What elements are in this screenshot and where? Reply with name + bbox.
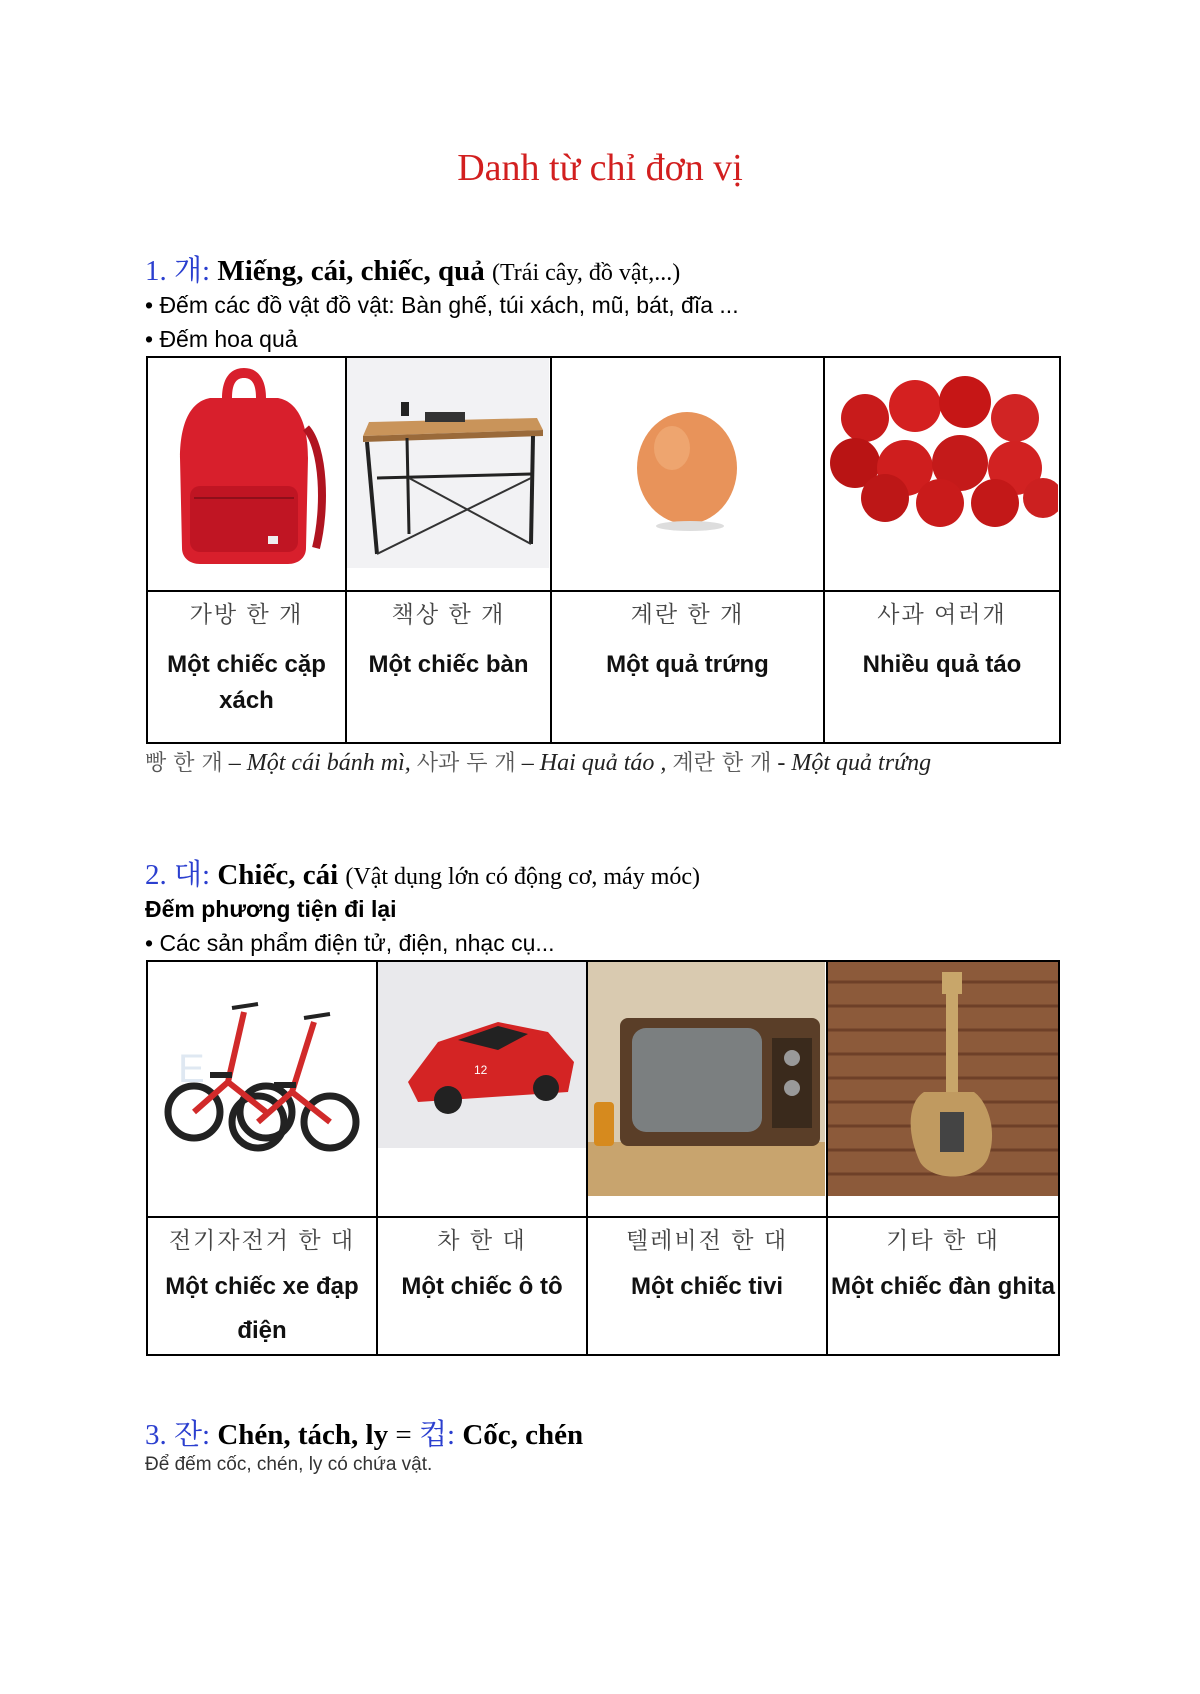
bicycle-vietnamese: Một chiếc xe đạp điện [165,1273,359,1344]
example-vietnamese-3: - Một quả trứng [771,750,932,776]
section-1-bullet-1: • Đếm các đồ vật đồ vật: Bàn ghế, túi xách, mũ, bát, đĩa ... [145,292,739,318]
backpack-korean: 가방 한 개 [189,601,304,627]
guitar-vietnamese: Một chiếc đàn ghita [830,1273,1055,1300]
section-3-meaning-2: Cốc, chén [462,1419,584,1451]
bicycle-image-cell [147,961,377,1217]
car-korean: 차 한 대 [437,1227,527,1253]
tv-image [588,962,825,1196]
section-2-meaning: Chiếc, cái [217,859,339,891]
egg-korean: 계란 한 개 [630,601,745,627]
desk-vietnamese: Một chiếc bàn [368,651,529,678]
bicycle-image [148,962,376,1172]
page-title: Danh từ chỉ đơn vị [457,147,743,189]
section-2-note: (Vật dụng lớn có động cơ, máy móc) [345,864,701,890]
section-2-table [146,960,1060,1356]
egg-vietnamese: Một quả trứng [606,651,769,678]
bicycle-caption [147,1217,377,1355]
apples-korean: 사과 여러개 [877,601,1007,627]
guitar-korean: 기타 한 대 [886,1227,1000,1253]
tv-korean: 텔레비전 한 대 [625,1227,789,1253]
example-vietnamese-1: – Một cái bánh mì, [222,750,417,776]
guitar-caption [827,1217,1059,1355]
svg-text:E: E [178,1047,205,1091]
section-3-meaning-1: Chén, tách, ly [217,1419,389,1451]
section-1-table [146,356,1061,744]
tv-caption [587,1217,827,1355]
guitar-image [828,962,1058,1196]
car-image-cell [377,961,587,1217]
desk-image [347,358,549,568]
section-2-heading [145,852,700,893]
section-2-keyword: 대: [174,859,211,891]
apples-caption [824,591,1060,743]
section-1-number: 1. [145,255,167,287]
backpack-vietnamese: Một chiếc cặp xách [167,651,326,714]
guitar-image-cell [827,961,1059,1217]
backpack-caption [147,591,346,743]
desk-caption [346,591,551,743]
section-3-number: 3. [145,1419,167,1451]
section-2-line-1: Đếm phương tiện đi lại [145,896,397,922]
example-vietnamese-2: – Hai quả táo , [515,750,673,776]
section-1-bullet-2: • Đếm hoa quả [145,326,298,352]
apples-image [825,358,1058,528]
tv-image-cell [587,961,827,1217]
egg-image-cell [551,357,824,591]
section-3-heading [145,1412,583,1453]
car-vietnamese: Một chiếc ô tô [401,1273,563,1300]
section-3-equals: = [395,1419,412,1451]
example-korean-3: 계란 한 개 [672,751,772,776]
section-3-keyword-1: 잔: [174,1419,211,1451]
car-image [378,962,586,1148]
section-1-keyword: 개: [174,255,211,287]
svg-text:12: 12 [474,1063,488,1077]
desk-korean: 책상 한 개 [391,601,506,627]
section-1-note: (Trái cây, đồ vật,...) [492,260,681,286]
egg-caption [551,591,824,743]
apples-image-cell [824,357,1060,591]
section-2-number: 2. [145,859,167,891]
section-3-keyword-2: 컵: [418,1419,456,1451]
car-caption [377,1217,587,1355]
example-korean-1: 빵 한 개 [145,751,223,776]
bicycle-korean: 전기자전거 한 대 [168,1227,356,1253]
egg-image [552,358,822,568]
tv-vietnamese: Một chiếc tivi [630,1273,784,1300]
section-1-example [145,744,1065,783]
example-korean-2: 사과 두 개 [416,751,516,776]
backpack-image-cell [147,357,346,591]
section-1-meaning: Miếng, cái, chiếc, quả [217,255,485,287]
apples-vietnamese: Nhiều quả táo [862,651,1022,678]
section-1-heading [145,248,680,289]
desk-image-cell [346,357,551,591]
section-3-line-1: Để đếm cốc, chén, ly có chứa vật. [145,1454,433,1475]
section-2-bullet-1: • Các sản phẩm điện tử, điện, nhạc cụ... [145,930,555,956]
backpack-image [148,358,344,568]
